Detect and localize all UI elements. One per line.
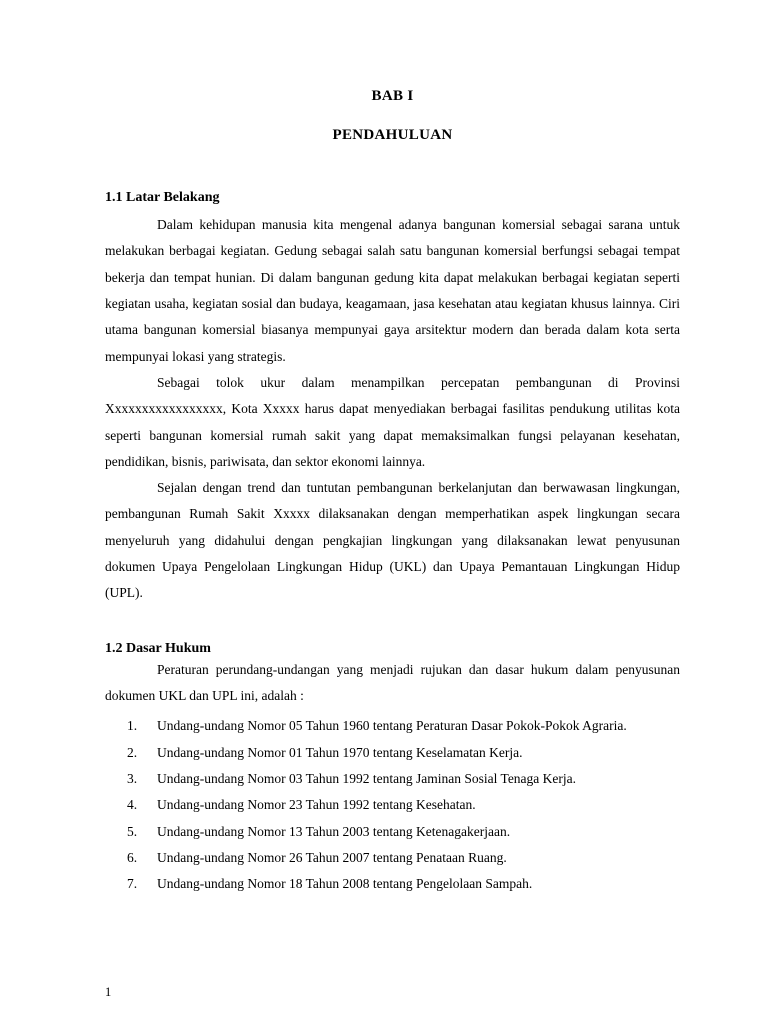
- paragraph: Peraturan perundang-undangan yang menjadi rujukan dan dasar hukum dalam penyusunan dokumen UKL dan UPL ini, adalah :: [105, 661, 680, 703]
- list-item: Undang-undang Nomor 05 Tahun 1960 tentang Peraturan Dasar Pokok-Pokok Agraria.: [157, 718, 627, 734]
- paragraph: Sejalan dengan trend dan tuntutan pembangunan berkelanjutan dan berwawasan lingkungan, pembangunan Rumah Sakit Xxxxx dilaksanakan dengan memperhatikan aspek lingkungan secara menyeluruh yang didahului dengan pengkajian lingkungan yang dilaksanakan lewat penyusunan dokumen Upaya Pengelolaan Lingkungan Hidup (UKL) dan Upaya Pemantauan Lingkungan Hidup (UPL).: [105, 480, 680, 601]
- chapter-title: BAB I: [371, 88, 414, 104]
- legal-basis-list: [105, 713, 680, 897]
- list-item: Undang-undang Nomor 23 Tahun 1992 tentang Kesehatan.: [157, 797, 476, 813]
- list-item: Undang-undang Nomor 01 Tahun 1970 tentang Keselamatan Kerja.: [157, 744, 523, 760]
- paragraph: Sebagai tolok ukur dalam menampilkan percepatan pembangunan di Provinsi Xxxxxxxxxxxxxxxxx, Kota Xxxxx harus dapat menyediakan berbagai fasilitas pendukung utilitas kota seperti bangunan komersial rumah sakit yang dapat memaksimalkan fungsi pelayanan kesehatan, pendidikan, bisnis, pariwisata, dan sektor ekonomi lainnya.: [105, 374, 680, 469]
- page-number: 1: [105, 985, 112, 999]
- paragraph: Dalam kehidupan manusia kita mengenal adanya bangunan komersial sebagai sarana untuk melakukan berbagai kegiatan. Gedung sebagai salah satu bangunan komersial berfungsi sebagai tempat bekerja dan tempat hunian. Di dalam bangunan gedung kita dapat melakukan berbagai kegiatan seperti kegiatan usaha, kegiatan sosial dan budaya, keagamaan, jasa kesehatan atau kegiatan khusus lainnya. Ciri utama bangunan komersial biasanya mempunyai gaya arsitektur modern dan berada dalam kota serta mempunyai lokasi yang strategis.: [105, 217, 680, 364]
- list-item: Undang-undang Nomor 03 Tahun 1992 tentang Jaminan Sosial Tenaga Kerja.: [157, 770, 577, 786]
- list-item: Undang-undang Nomor 13 Tahun 2003 tentang Ketenagakerjaan.: [157, 823, 511, 839]
- list-item: Undang-undang Nomor 26 Tahun 2007 tentang Penataan Ruang.: [157, 849, 507, 865]
- section-heading-dasar-hukum: 1.2 Dasar Hukum: [105, 640, 211, 656]
- chapter-subtitle: PENDAHULUAN: [332, 127, 453, 143]
- section-heading-latar-belakang: 1.1 Latar Belakang: [105, 190, 220, 205]
- list-item: Undang-undang Nomor 18 Tahun 2008 tentang Pengelolaan Sampah.: [157, 876, 533, 892]
